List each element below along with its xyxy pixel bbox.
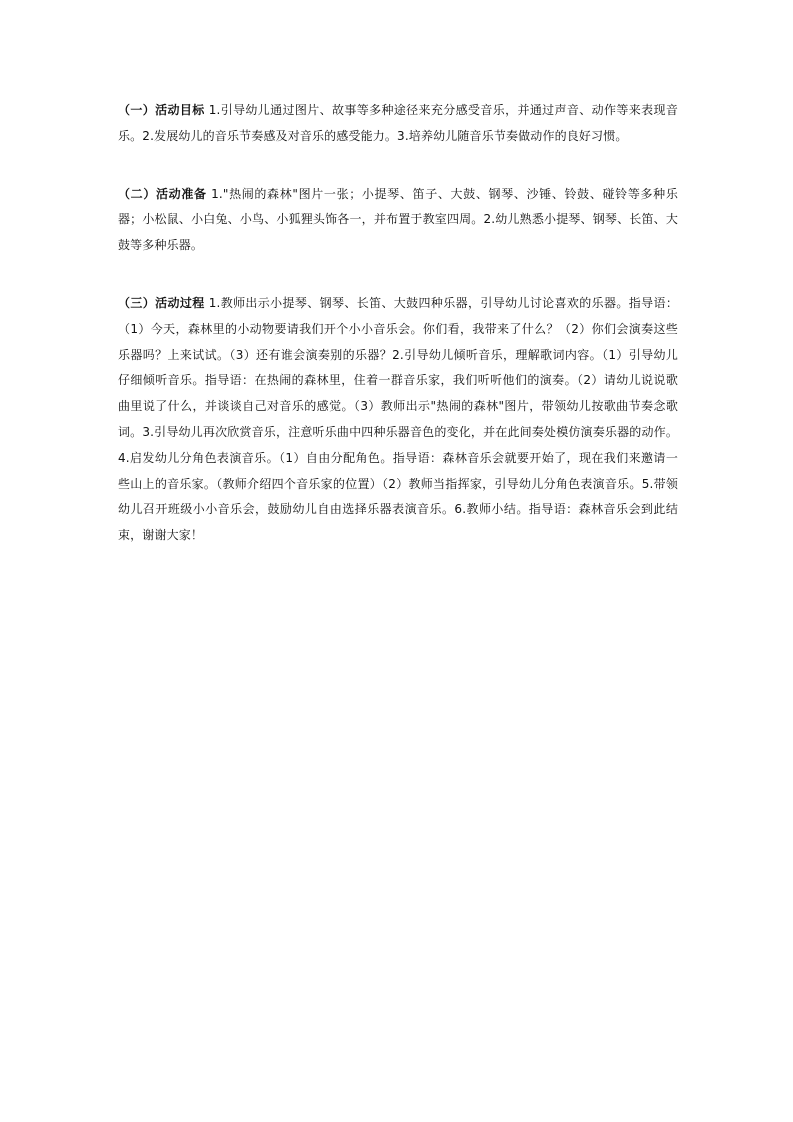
section-heading: （一）活动目标 — [118, 103, 205, 117]
section-activity-preparation — [118, 182, 678, 259]
section-text: 1."热闹的森林"图片一张；小提琴、笛子、大鼓、钢琴、沙锤、铃鼓、碰铃等多种乐器；小松鼠、小白兔、小鸟、小狐狸头饰各一，并布置于教室四周。2.幼儿熟悉小提琴、钢琴、长笛、大鼓等多种乐器。 — [118, 186, 678, 253]
section-activity-goals — [118, 98, 678, 150]
section-heading: （二）活动准备 — [118, 186, 207, 201]
document-body — [118, 98, 678, 581]
section-text: 1.引导幼儿通过图片、故事等多种途径来充分感受音乐，并通过声音、动作等来表现音乐。2.发展幼儿的音乐节奏感及对音乐的感受能力。3.培养幼儿随音乐节奏做动作的良好习惯。 — [118, 103, 678, 143]
section-text: 1.教师出示小提琴、钢琴、长笛、大鼓四种乐器，引导幼儿讨论喜欢的乐器。指导语：（1）今天，森林里的小动物要请我们开个小小音乐会。你们看，我带来了什么？（2）你们会演奏这些乐器吗？上来试试。（3）还有谁会演奏别的乐器？2.引导幼儿倾听音乐，理解歌词内容。（1）引导幼儿仔细倾听音乐。指导语：在热闹的森林里，住着一群音乐家，我们听听他们的演奏。（2）请幼儿说说歌曲里说了什么，并谈谈自己对音乐的感觉。（3）教师出示"热闹的森林"图片，带领幼儿按歌曲节奏念歌词。3.引导幼儿再次欣赏音乐，注意听乐曲中四种乐器音色的变化，并在此间奏处模仿演奏乐器的动作。4.启发幼儿分角色表演音乐。（1）自由分配角色。指导语：森林音乐会就要开始了，现在我们来邀请一些山上的音乐家。（教师介绍四个音乐家的位置）（2）教师当指挥家，引导幼儿分角色表演音乐。5.带领幼儿召开班级小小音乐会，鼓励幼儿自由选择乐器表演音乐。6.教师小结。指导语：森林音乐会到此结束，谢谢大家！ — [118, 295, 678, 543]
section-activity-process — [118, 291, 678, 549]
section-heading: （三）活动过程 — [118, 295, 205, 310]
